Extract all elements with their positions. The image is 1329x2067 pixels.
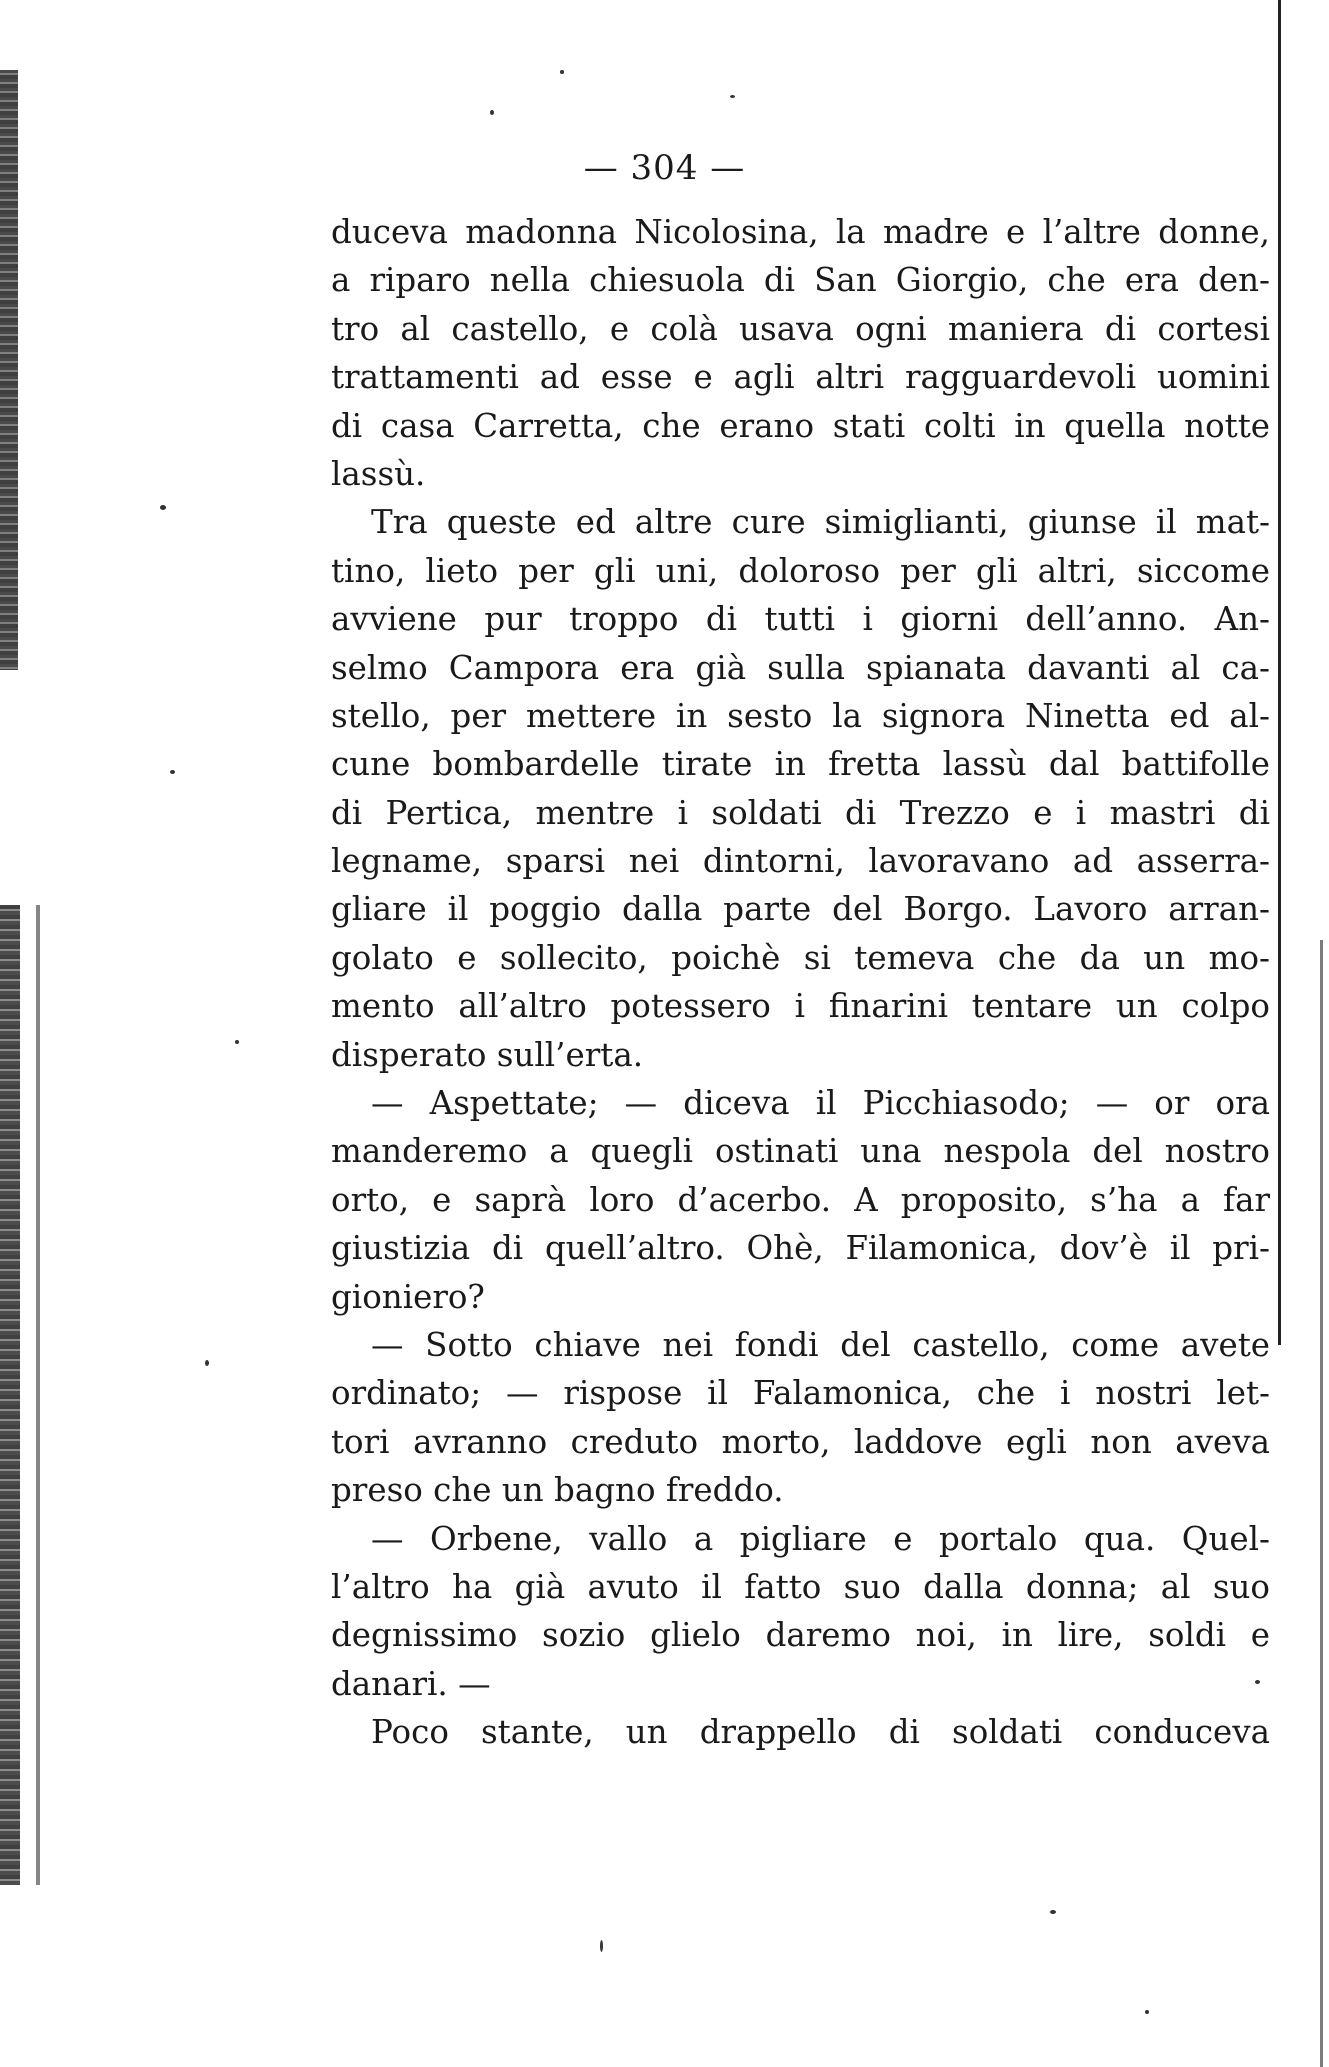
scan-speck (1050, 1910, 1056, 1914)
scan-edge-line (36, 905, 40, 1885)
text-line: Poco stante, un drappello di soldati conduceva (371, 1713, 1270, 1752)
text-line: tino, lieto per gli uni, doloroso per gli altri, siccome (331, 551, 1270, 590)
text-line: — Aspettate; — diceva il Picchiasodo; — or ora (371, 1084, 1270, 1123)
text-line: di casa Carretta, che erano stati colti in quella notte (331, 406, 1270, 445)
text-line: ordinato; — rispose il Falamonica, che i nostri let- (331, 1374, 1270, 1413)
text-line: golato e sollecito, poichè si temeva che da un mo- (331, 938, 1270, 977)
scan-speck (560, 70, 564, 74)
scan-speck (730, 95, 735, 98)
page-number: — 304 — (583, 148, 746, 188)
text-line: duceva madonna Nicolosina, la madre e l’altre donne, (331, 213, 1270, 251)
text-line: orto, e saprà loro d’acerbo. A proposito, s’ha a far (331, 1180, 1270, 1219)
text-line: a riparo nella chiesuola di San Giorgio, che era den- (331, 261, 1270, 300)
scan-edge-line (1320, 940, 1323, 2067)
scan-speck (1145, 2010, 1149, 2014)
scan-edge-line (1278, 0, 1281, 1345)
text-line: — Sotto chiave nei fondi del castello, come avete (371, 1325, 1270, 1364)
scan-speck (600, 1940, 603, 1952)
text-line: l’altro ha già avuto il fatto suo dalla donna; al suo (331, 1567, 1270, 1606)
text-line: legname, sparsi nei dintorni, lavoravano ad asserra- (331, 842, 1270, 881)
text-line: manderemo a quegli ostinati una nespola del nostro (331, 1132, 1270, 1171)
text-line: preso che un bagno freddo. (331, 1471, 784, 1510)
text-line: di Pertica, mentre i soldati di Trezzo e i mastri di (331, 793, 1270, 832)
text-line: giustizia di quell’altro. Ohè, Filamonica, dov’è il pri- (331, 1229, 1270, 1268)
body-text (331, 208, 1270, 1757)
scan-speck (160, 505, 166, 510)
text-line: degnissimo sozio glielo daremo noi, in lire, soldi e (331, 1616, 1270, 1655)
text-line: gliare il poggio dalla parte del Borgo. Lavoro arran- (331, 890, 1270, 929)
scan-speck (170, 770, 175, 774)
text-line: cune bombardelle tirate in fretta lassù dal battifolle (331, 745, 1270, 784)
scan-speck (205, 1360, 209, 1366)
text-line: stello, per mettere in sesto la signora Ninetta ed al- (331, 696, 1270, 735)
scan-edge-shadow (0, 905, 20, 1885)
text-line: Tra queste ed altre cure simiglianti, giunse il mat- (371, 503, 1270, 542)
text-line: danari. — (331, 1664, 491, 1703)
text-line: gioniero? (331, 1277, 485, 1316)
scan-speck (490, 110, 494, 115)
text-line: mento all’altro potessero i finarini tentare un colpo (331, 987, 1270, 1026)
text-line: trattamenti ad esse e agli altri ragguardevoli uomini (331, 358, 1270, 397)
text-line: — Orbene, vallo a pigliare e portalo qua. Quel- (371, 1519, 1270, 1558)
text-line: selmo Campora era già sulla spianata davanti al ca- (331, 648, 1270, 687)
text-line: disperato sull’erta. (331, 1035, 644, 1074)
scan-speck (235, 1040, 239, 1044)
text-line: tro al castello, e colà usava ogni maniera di cortesi (331, 309, 1270, 348)
text-line: lassù. (331, 454, 426, 493)
text-line: tori avranno creduto morto, laddove egli non aveva (331, 1422, 1270, 1461)
text-line: avviene pur troppo di tutti i giorni dell’anno. An- (331, 600, 1270, 639)
